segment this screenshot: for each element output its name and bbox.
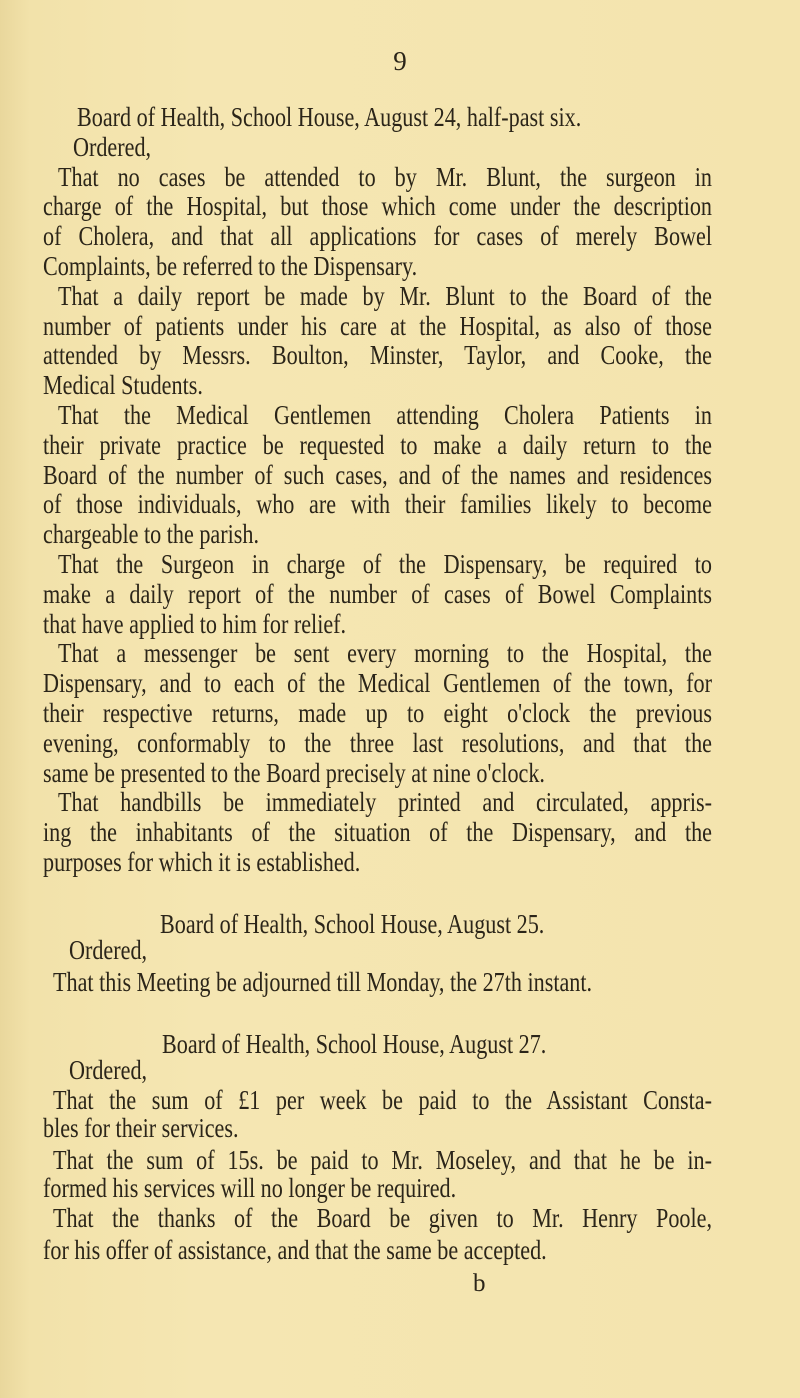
resolution-line: That no cases be attended to by Mr. Blunt, the surgeon in bbox=[58, 161, 712, 192]
resolution-line: That the sum of £1 per week be paid to the Assistant Consta- bbox=[53, 1085, 712, 1115]
resolution-line: That the sum of 15s. be paid to Mr. Moseley, and that he be in- bbox=[53, 1145, 712, 1175]
signature-mark: b bbox=[473, 1270, 486, 1297]
ordered-label: Ordered, bbox=[73, 131, 152, 162]
resolution-line: That the Medical Gentlemen attending Cholera Patients in bbox=[58, 400, 712, 430]
resolution-line: That this Meeting be adjourned till Monday, the 27th instant. bbox=[53, 967, 593, 997]
resolution-line: their private practice be requested to make a daily return to the bbox=[43, 429, 712, 460]
resolution-line: bles for their services. bbox=[43, 1113, 239, 1143]
meeting-heading: Board of Health, School House, August 27. bbox=[162, 1029, 547, 1059]
resolution-line: purposes for which it is established. bbox=[43, 847, 361, 877]
resolution-line: formed his services will no longer be required. bbox=[43, 1173, 457, 1203]
resolution-line: attended by Messrs. Boulton, Minster, Taylor, and Cooke, the bbox=[43, 340, 712, 371]
resolution-line: chargeable to the parish. bbox=[43, 519, 259, 550]
meeting-heading: Board of Health, School House, August 24, half-past six. bbox=[77, 102, 582, 132]
ordered-label: Ordered, bbox=[69, 935, 148, 965]
resolution-line: make a daily report of the number of cases of Bowel Complaints bbox=[43, 578, 712, 609]
resolution-line: that have applied to him for relief. bbox=[43, 608, 347, 639]
resolution-line: evening, conformably to the three last resolutions, and that the bbox=[43, 727, 712, 758]
resolution-line: Dispensary, and to each of the Medical Gentlemen of the town, for bbox=[43, 668, 712, 699]
resolution-line: charge of the Hospital, but those which come under the description bbox=[43, 191, 712, 222]
meeting-heading: Board of Health, School House, August 25. bbox=[160, 909, 545, 939]
ordered-label: Ordered, bbox=[69, 1055, 148, 1085]
resolution-line: same be presented to the Board precisely at nine o'clock. bbox=[43, 757, 545, 788]
resolution-line: Board of the number of such cases, and of the names and residences bbox=[43, 459, 712, 490]
resolution-line: That a daily report be made by Mr. Blunt to the Board of the bbox=[58, 280, 712, 311]
resolution-line: Complaints, be referred to the Dispensary. bbox=[43, 251, 418, 281]
resolution-line: That handbills be immediately printed and circulated, appris- bbox=[58, 787, 712, 818]
resolution-line: Medical Students. bbox=[43, 370, 203, 401]
resolution-line: their respective returns, made up to eight o'clock the previous bbox=[43, 698, 712, 728]
resolution-line: That the Surgeon in charge of the Dispensary, be required to bbox=[58, 549, 712, 579]
resolution-line: number of patients under his care at the Hospital, as also of those bbox=[43, 310, 712, 341]
resolution-line: ing the inhabitants of the situation of the Dispensary, and the bbox=[43, 817, 712, 848]
resolution-line: of Cholera, and that all applications for cases of merely Bowel bbox=[43, 221, 712, 252]
page-number: 9 bbox=[393, 46, 407, 76]
resolution-line: of those individuals, who are with their families likely to become bbox=[43, 489, 712, 520]
resolution-line: That the thanks of the Board be given to Mr. Henry Poole, bbox=[53, 1203, 712, 1233]
resolution-line: for his offer of assistance, and that the same be accepted. bbox=[43, 1235, 547, 1265]
resolution-line: That a messenger be sent every morning to the Hospital, the bbox=[58, 638, 712, 669]
